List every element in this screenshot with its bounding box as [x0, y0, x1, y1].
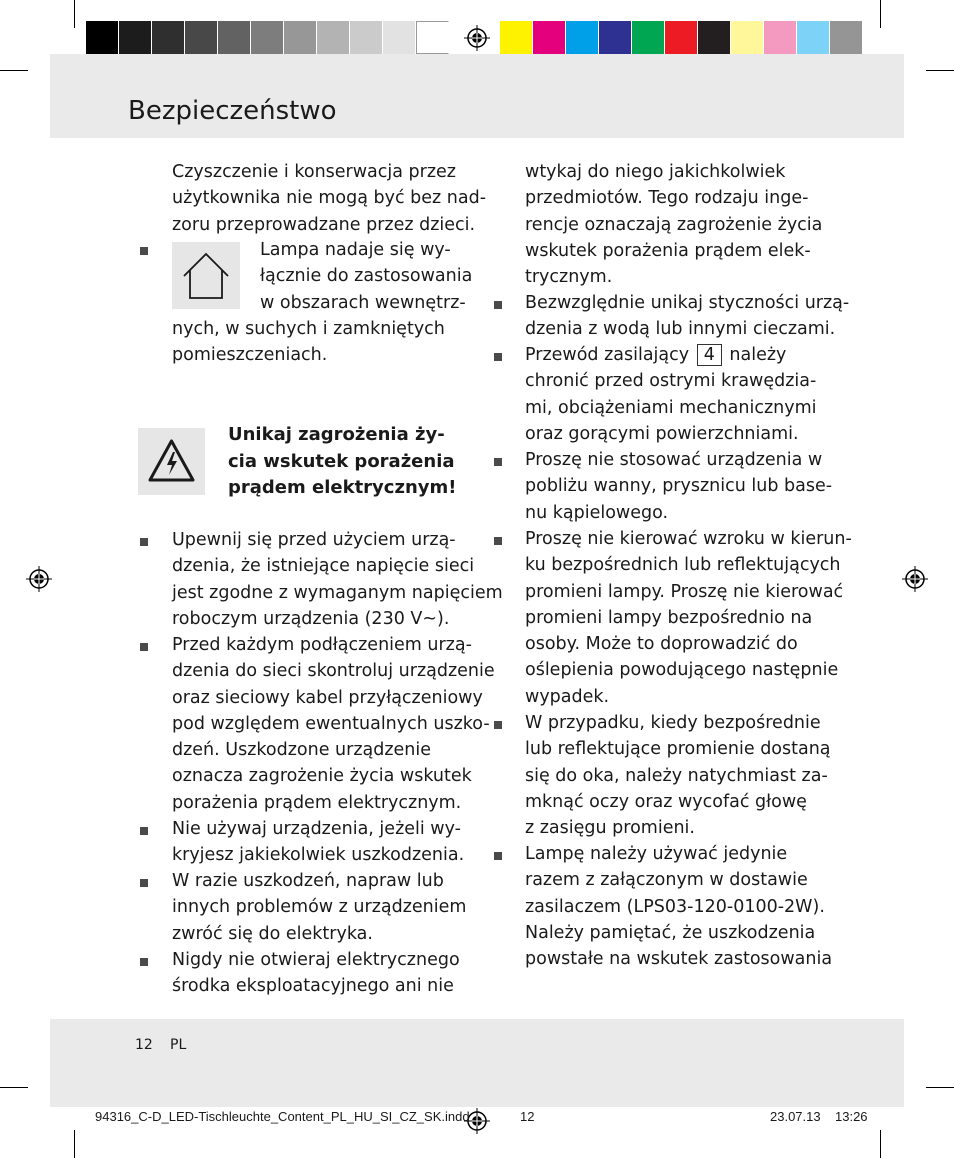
- slug-date: 23.07.13: [770, 1109, 821, 1124]
- color-swatch: [830, 21, 863, 54]
- slug-filename: 94316_C-D_LED-Tischleuchte_Content_PL_HU_SI_CZ_SK.indd: [95, 1109, 470, 1124]
- page-number: 12: [135, 1037, 153, 1053]
- bullet: [140, 247, 148, 255]
- list-item: Proszę nie kierować wzroku w kierun- ku bezpośrednich lub reflektujących promieni lampy. Proszę nie kierować promieni lampy bezpośrednio na osoby. Może to doprowadzić do oślepienia powodującego następnie wypadek.: [525, 529, 852, 707]
- list-item: Przewód zasilający 4 należy chronić przed ostrymi krawędzia- mi, obciążeniami mechanicznymi oraz gorącymi powierzchniami.: [525, 345, 817, 444]
- color-swatch: [599, 21, 632, 54]
- crop-mark: [0, 70, 28, 71]
- color-swatch: [632, 21, 665, 54]
- house-icon: [172, 242, 240, 309]
- crop-mark: [74, 1130, 75, 1158]
- grayscale-color-bar: [86, 21, 449, 54]
- crop-mark: [926, 1087, 954, 1088]
- list-item: Przed każdym podłączeniem urzą- dzenia do sieci skontroluj urządzenie oraz sieciowy kabel przyłączeniowy pod względem ewentualnych uszko- dzeń. Uszkodzone urządzenie oznacza zagrożenie życia wskutek porażenia prądem elektrycznym.: [172, 635, 495, 813]
- gray-swatch: [251, 21, 284, 54]
- color-swatch: [566, 21, 599, 54]
- list-item: Upewnij się przed użyciem urzą- dzenia, że istniejące napięcie sieci jest zgodne z wymaganym napięciem roboczym urządzenia (230 V~).: [172, 530, 503, 629]
- bullet: [140, 538, 148, 546]
- list-item: Proszę nie stosować urządzenia w pobliżu wanny, prysznicu lub base- nu kąpielowego.: [525, 450, 833, 523]
- bullet: [494, 458, 502, 466]
- bullet: [140, 827, 148, 835]
- registration-mark-icon: [26, 566, 52, 592]
- gray-swatch: [152, 21, 185, 54]
- crop-mark: [880, 0, 881, 28]
- color-swatch: [698, 21, 731, 54]
- bullet: [494, 721, 502, 729]
- gray-swatch: [284, 21, 317, 54]
- bullet: [494, 852, 502, 860]
- gray-swatch: [383, 21, 416, 54]
- gray-swatch: [218, 21, 251, 54]
- list-item: Nigdy nie otwieraj elektrycznego środka eksploatacyjnego ani nie: [172, 950, 460, 997]
- lamp-text-below: nych, w suchych i zamkniętych pomieszczeniach.: [172, 319, 445, 366]
- footer-band: [50, 1019, 904, 1107]
- process-color-bar: [500, 21, 863, 54]
- color-swatch: [665, 21, 698, 54]
- bullet: [140, 958, 148, 966]
- continuation-text: wtykaj do niego jakichkolwiek przedmiotów. Tego rodzaju inge- rencje oznaczają zagrożenie życia wskutek porażenia prądem elek- trycznym.: [525, 162, 823, 288]
- gray-swatch: [416, 21, 449, 54]
- color-swatch: [764, 21, 797, 54]
- list-item: W razie uszkodzeń, napraw lub innych problemów z urządzeniem zwróć się do elektryka.: [172, 871, 467, 944]
- registration-mark-icon: [464, 25, 490, 51]
- part-reference-number: 4: [697, 344, 722, 366]
- crop-mark: [74, 0, 75, 28]
- lamp-text-beside-icon: Lampa nadaje się wy- łącznie do zastosowania w obszarach wewnętrz-: [260, 240, 473, 313]
- color-swatch: [797, 21, 830, 54]
- gray-swatch: [185, 21, 218, 54]
- bullet: [494, 353, 502, 361]
- gray-swatch: [86, 21, 119, 54]
- gray-swatch: [317, 21, 350, 54]
- bullet: [140, 643, 148, 651]
- color-swatch: [731, 21, 764, 54]
- slug-page: 12: [520, 1109, 535, 1124]
- bullet: [494, 537, 502, 545]
- gray-swatch: [350, 21, 383, 54]
- language-code: PL: [170, 1037, 187, 1053]
- color-swatch: [533, 21, 566, 54]
- bullet: [494, 301, 502, 309]
- crop-mark: [880, 1130, 881, 1158]
- registration-mark-icon: [902, 566, 928, 592]
- list-item: Nie używaj urządzenia, jeżeli wy- kryjesz jakiekolwiek uszkodzenia.: [172, 819, 465, 866]
- list-item: W przypadku, kiedy bezpośrednie lub reflektujące promienie dostaną się do oka, należy natychmiast za- mknąć oczy oraz wycofać głowę z zasięgu promieni.: [525, 713, 831, 839]
- page-title: Bezpieczeństwo: [128, 96, 337, 126]
- intro-text: Czyszczenie i konserwacja przez użytkownika nie mogą być bez nad- zoru przeprowadzane przez dzieci.: [172, 162, 487, 235]
- crop-mark: [926, 70, 954, 71]
- slug-time: 13:26: [835, 1109, 868, 1124]
- color-swatch: [500, 21, 533, 54]
- gray-swatch: [119, 21, 152, 54]
- high-voltage-warning-icon: [138, 428, 205, 495]
- warning-heading: Unikaj zagrożenia ży- cia wskutek porażenia prądem elektrycznym!: [228, 424, 457, 498]
- list-item: Lampę należy używać jedynie razem z załączonym w dostawie zasilaczem (LPS03-120-0100-2W). Należy pamiętać, że uszkodzenia powstałe na wskutek zastosowania: [525, 844, 833, 970]
- list-item: Bezwzględnie unikaj styczności urzą- dzenia z wodą lub innymi cieczami.: [525, 293, 850, 340]
- bullet: [140, 879, 148, 887]
- crop-mark: [0, 1087, 28, 1088]
